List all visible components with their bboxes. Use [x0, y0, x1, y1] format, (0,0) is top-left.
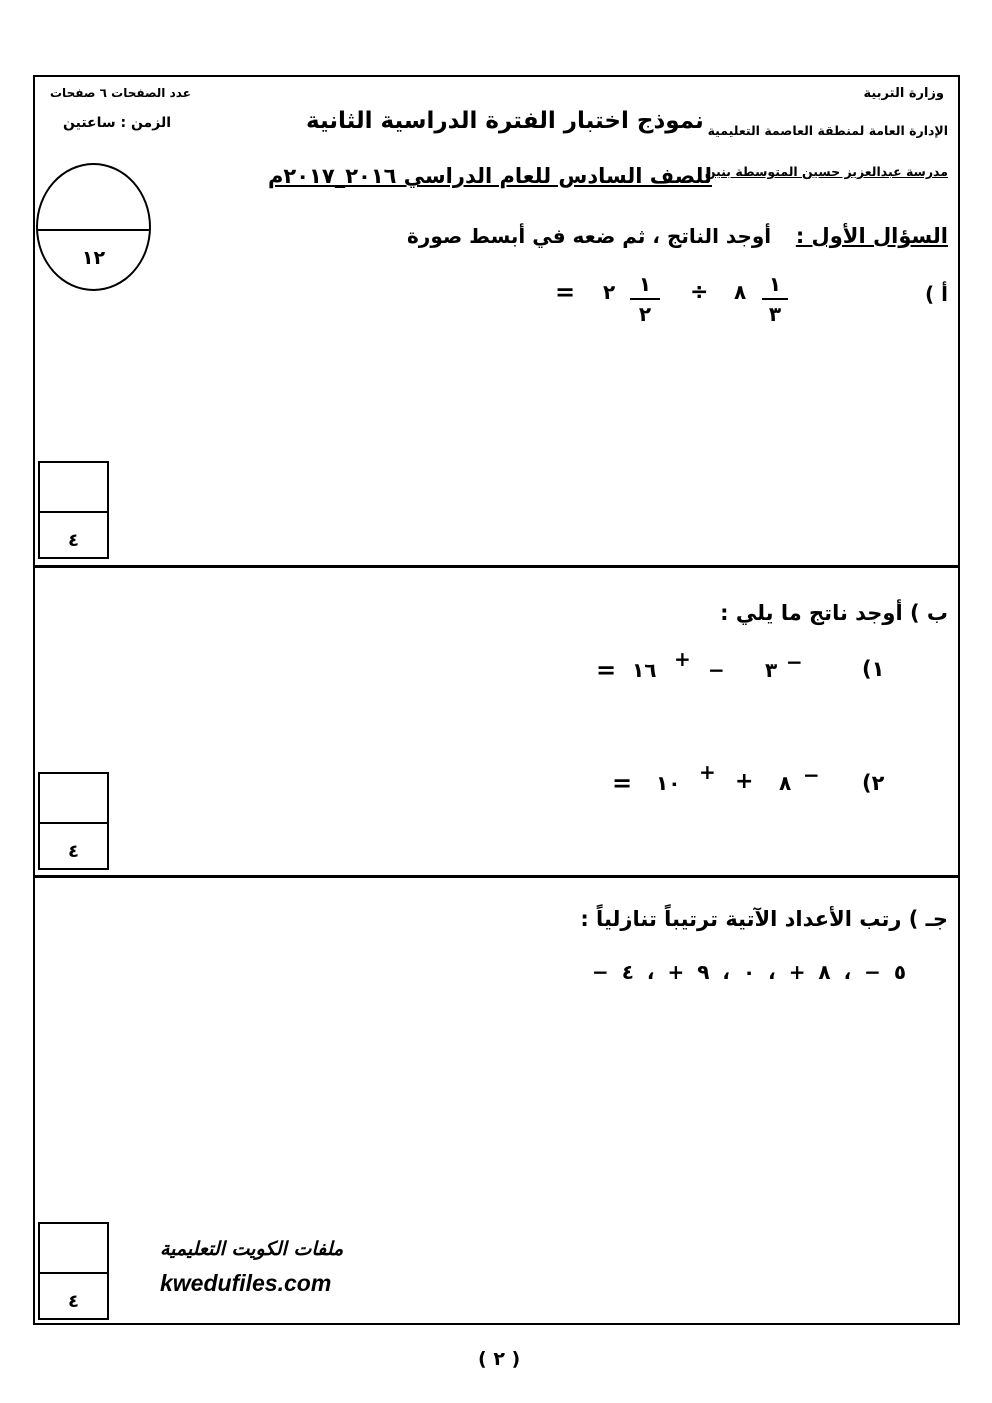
item2-equals: = [612, 769, 633, 797]
item1-b-sign: + [674, 647, 691, 671]
item2-label: ٢) [862, 771, 885, 795]
question1-heading: السؤال الأول : [795, 224, 948, 248]
part-c-heading: جـ ) رتب الأعداد الآتية ترتيباً تنازلياً : [580, 907, 948, 931]
fraction-1-denominator: ٣ [768, 302, 782, 326]
directorate-name: الإدارة العامة لمنطقة العاصمة التعليمية [707, 123, 948, 138]
exam-title: نموذج اختبار الفترة الدراسية الثانية [306, 108, 704, 134]
section-divider-1 [33, 565, 960, 568]
whole-number-1: ٨ [734, 280, 747, 304]
fraction-1-numerator: ١ [768, 272, 782, 296]
total-score-value: ١٢ [81, 247, 106, 269]
page-frame [33, 75, 960, 1325]
fraction-2-denominator: ٢ [638, 302, 652, 326]
item1-b-value: ١٦ [632, 658, 657, 682]
watermark-arabic: ملفات الكويت التعليمية [160, 1238, 344, 1260]
item2-a-sign: − [803, 763, 820, 787]
item1-equals: = [596, 656, 617, 684]
item1-label: ١) [862, 657, 885, 681]
fraction-2-numerator: ١ [638, 272, 652, 296]
score-value: ٤ [68, 841, 79, 862]
item2-operator: + [735, 769, 754, 794]
score-box-blank [40, 463, 107, 513]
item2-b-sign: + [699, 760, 716, 784]
school-name: مدرسة عبدالعزيز حسين المتوسطة بنين [704, 164, 948, 179]
fraction-2-bar [630, 298, 660, 300]
score-box-part-c [38, 1222, 109, 1320]
score-value: ٤ [68, 530, 79, 551]
watermark-url[interactable]: kwedufiles.com [160, 1270, 332, 1296]
fraction-1-bar [762, 298, 788, 300]
pages-count: عدد الصفحات ٦ صفحات [50, 86, 191, 100]
score-box-blank [40, 774, 107, 824]
item2-a-value: ٨ [779, 771, 792, 795]
ministry-name: وزارة التربية [863, 86, 944, 101]
part-a-label: أ ) [925, 282, 948, 306]
score-circle-divider [38, 229, 149, 231]
score-box-part-b [38, 772, 109, 870]
part-b-heading: ب ) أوجد ناتج ما يلي : [720, 601, 948, 625]
score-value: ٤ [68, 1291, 79, 1312]
total-score-circle [36, 163, 151, 291]
fraction-1 [762, 272, 788, 326]
item1-operator: − [708, 658, 725, 682]
item1-a-sign: − [786, 650, 803, 674]
item2-b-value: ١٠ [656, 771, 681, 795]
score-box-blank [40, 1224, 107, 1274]
section-divider-2 [33, 875, 960, 878]
item1-a-value: ٣ [765, 658, 778, 682]
question1-instruction: أوجد الناتج ، ثم ضعه في أبسط صورة [407, 224, 772, 248]
fraction-2 [630, 272, 660, 326]
score-box-part-a [38, 461, 109, 559]
whole-number-2: ٢ [603, 280, 616, 304]
page-number: ( ٢ ) [478, 1348, 521, 1370]
division-operator: ÷ [690, 280, 709, 305]
equals-sign: = [555, 278, 576, 306]
exam-duration: الزمن : ساعتين [63, 115, 171, 131]
exam-subtitle: للصف السادس للعام الدراسي ٢٠١٦_٢٠١٧م [268, 164, 712, 188]
part-c-numbers: ٥ − ، ٨ + ، ٠ ، ٩ + ، ٤ − [592, 960, 907, 984]
